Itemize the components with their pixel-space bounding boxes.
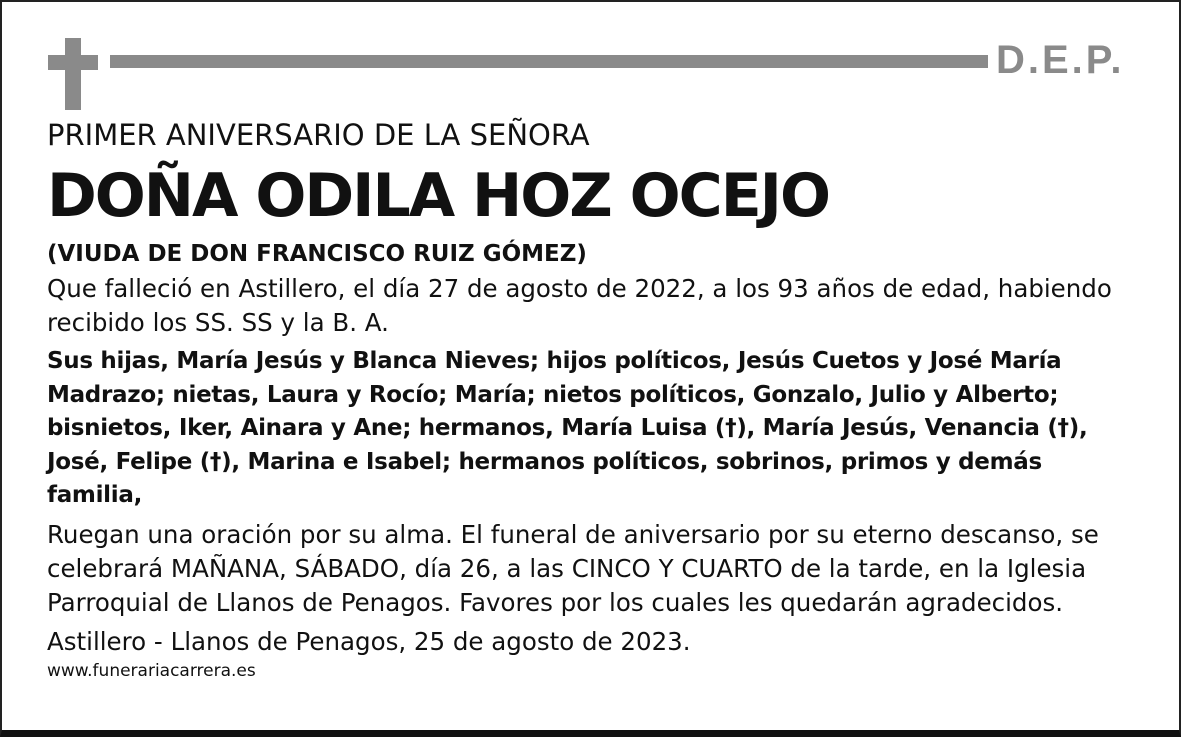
notice-body: [47, 114, 1137, 683]
notice-subtitle: PRIMER ANIVERSARIO DE LA SEÑORA: [47, 118, 590, 152]
dep-label: D.E.P.: [996, 38, 1125, 82]
cross-icon: [48, 38, 98, 110]
funeral-details: Ruegan una oración por su alma. El funeral de aniversario por su eterno descanso, se celebrará MAÑANA, SÁBADO, día 26, a las CINCO Y CUARTO de la tarde, en la Iglesia Parroquial de Llanos de Penagos. Favores por los cuales les quedarán agradecidos.: [47, 519, 1099, 617]
place-date: Astillero - Llanos de Penagos, 25 de agosto de 2023.: [47, 626, 691, 656]
widow-line: (VIUDA DE DON FRANCISCO RUIZ GÓMEZ): [47, 241, 587, 267]
deceased-name: DOÑA ODILA HOZ OCEJO: [47, 161, 830, 231]
website-link[interactable]: www.funerariacarrera.es: [47, 660, 256, 681]
death-details: Que falleció en Astillero, el día 27 de agosto de 2022, a los 93 años de edad, habiendo recibido los SS. SS y la B. A.: [47, 274, 1112, 337]
family-list: Sus hijas, María Jesús y Blanca Nieves; hijos políticos, Jesús Cuetos y José María Madrazo; nietas, Laura y Rocío; María; nietos políticos, Gonzalo, Julio y Alberto; bisnietos, Iker, Ainara y Ane; hermanos, María Luisa (†), María Jesús, Venancia (†), José, Felipe (†), Marina e Isabel; hermanos políticos, sobrinos, primos y demás familia,: [47, 348, 1088, 508]
header-rule: [110, 55, 988, 68]
